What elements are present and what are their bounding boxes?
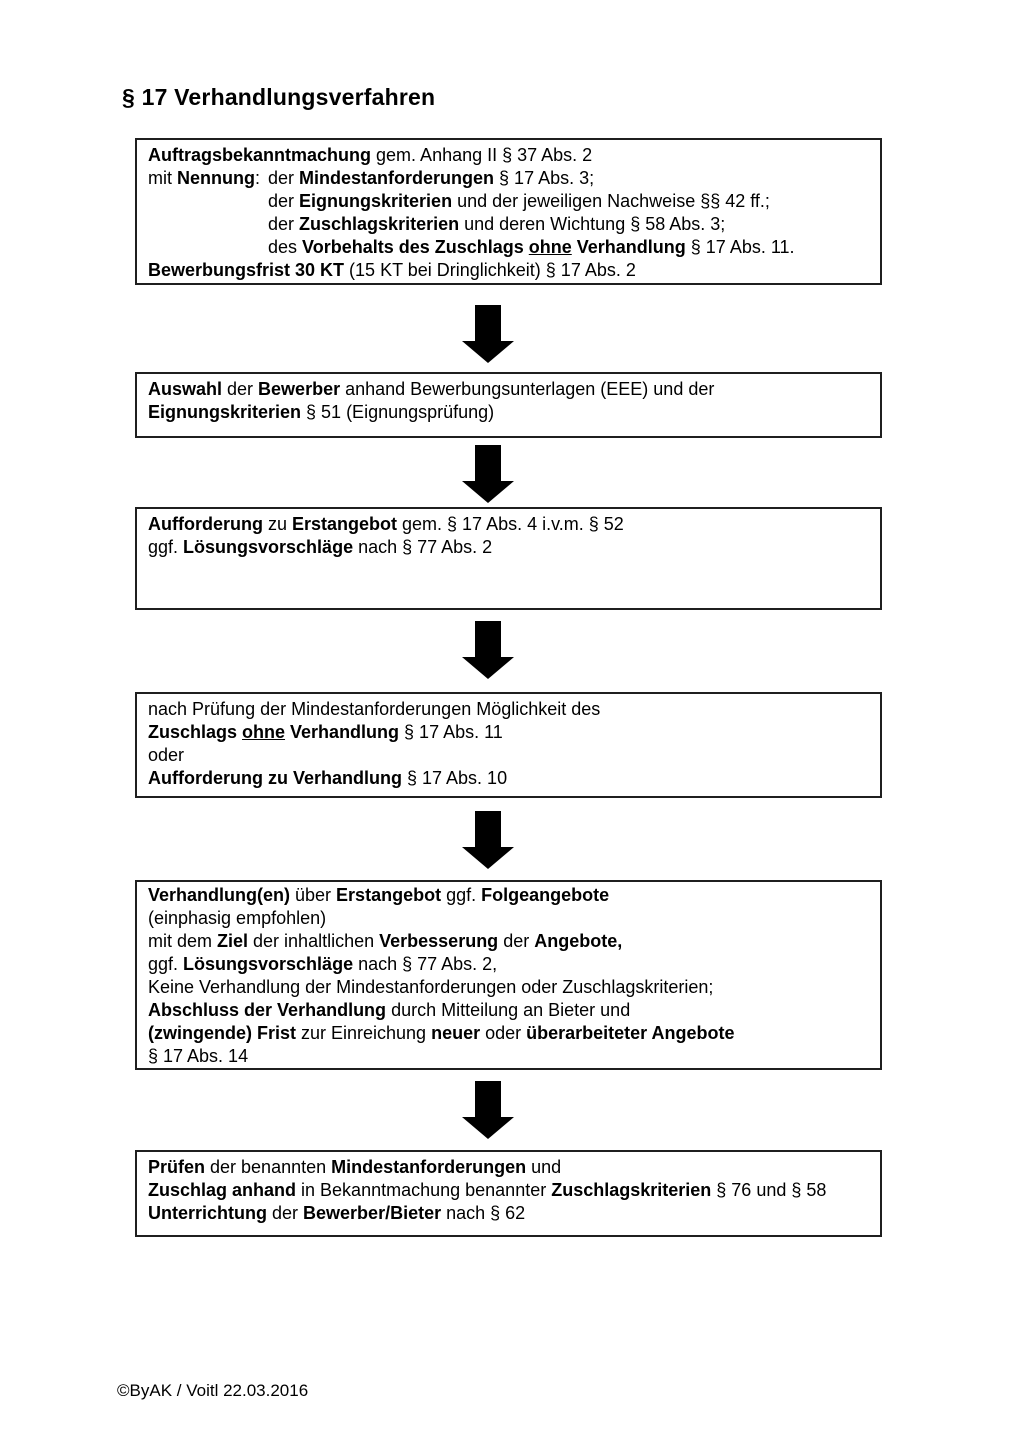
text-segment: ohne [528,237,572,257]
text-line [148,698,869,721]
text-segment: § 17 Abs. 3; [494,168,595,188]
text-segment: Eignungskriterien [148,402,302,422]
text-segment: § 76 und § 58 [711,1180,827,1200]
text-line [148,236,869,259]
text-segment: nach § 77 Abs. 2, [353,954,498,974]
text-line [148,721,869,744]
text-line [148,1156,869,1179]
text-segment: und [526,1157,562,1177]
text-segment: Zuschlagskriterien [551,1180,712,1200]
down-arrow-icon [462,1081,514,1139]
text-segment: zur Einreichung [296,1023,432,1043]
text-segment: Bewerber/Bieter [303,1203,442,1223]
text-line [148,1179,869,1202]
text-line [148,744,869,767]
text-line [148,167,869,190]
text-segment: Eignungskriterien [299,191,453,211]
text-segment: § 17 Abs. 11 [399,722,503,742]
text-segment: Abschluss der Verhandlung [148,1000,387,1020]
text-segment: Erstangebot [292,514,398,534]
arrow-shaft [475,811,501,847]
text-segment: Verhandlung [285,722,400,742]
text-segment: gem. § 17 Abs. 4 i.v.m. § 52 [397,514,624,534]
text-segment: gem. Anhang II § 37 Abs. 2 [371,145,593,165]
tabbed-text [268,167,594,190]
flow-box-text [137,694,880,794]
text-segment: anhand Bewerbungsunterlagen (EEE) und der [340,379,715,399]
flow-box-pruefen-zuschlag [135,1150,882,1237]
text-segment: Nennung [177,168,255,188]
text-line [148,213,869,236]
text-segment: der [267,1203,304,1223]
text-line [148,536,869,559]
copyright-footer: ©ByAK / Voitl 22.03.2016 [117,1381,309,1400]
text-line [148,1202,869,1225]
arrow-head [462,1117,514,1139]
text-segment: Bewerber [258,379,341,399]
text-line [148,767,869,790]
text-segment: Aufforderung [148,514,263,534]
arrow-head [462,481,514,503]
text-segment: Ziel [217,931,249,951]
text-segment: ohne [242,722,286,742]
text-segment: der [222,379,259,399]
text-segment: § 17 Abs. 10 [402,768,508,788]
text-line [148,930,869,953]
text-segment: Zuschlag anhand [148,1180,297,1200]
text-segment: Mindestanforderungen [331,1157,527,1177]
text-segment: Auftragsbekanntmachung [148,145,372,165]
text-segment: oder [148,745,185,765]
text-line [148,907,869,930]
text-segment: der [498,931,535,951]
down-arrow-icon [462,445,514,503]
text-segment: Keine Verhandlung der Mindestanforderungen oder Zuschlagskriterien; [148,977,714,997]
text-segment: Verhandlung(en) [148,885,291,905]
text-segment: § 51 (Eignungsprüfung) [301,402,495,422]
text-segment: in Bekanntmachung benannter [296,1180,552,1200]
arrow-shaft [475,305,501,341]
flow-box-verhandlungen [135,880,882,1070]
text-line [148,953,869,976]
text-segment: mit dem [148,931,218,951]
text-line [148,976,869,999]
flow-box-text [137,882,880,1072]
text-line [148,1022,869,1045]
text-segment: ggf. [441,885,482,905]
text-line [148,378,869,401]
text-segment: und der jeweiligen Nachweise §§ 42 ff.; [452,191,770,211]
text-line [148,884,869,907]
text-segment: Lösungsvorschläge [183,954,354,974]
text-segment: des [268,237,303,257]
text-segment: der [268,168,300,188]
text-segment: mit [148,168,177,188]
text-segment: Bewerbungsfrist 30 KT [148,260,345,280]
arrow-head [462,657,514,679]
text-segment: Lösungsvorschläge [183,537,354,557]
text-segment: über [290,885,337,905]
down-arrow-icon [462,305,514,363]
text-segment: Prüfen [148,1157,206,1177]
flow-box-text [137,140,880,286]
text-segment: nach § 77 Abs. 2 [353,537,493,557]
text-segment: (15 KT bei Dringlichkeit) § 17 Abs. 2 [344,260,636,280]
text-segment: § 17 Abs. 11. [685,237,795,257]
down-arrow-icon [462,811,514,869]
text-segment: Aufforderung zu Verhandlung [148,768,402,788]
arrow-shaft [475,621,501,657]
text-segment: Folgeangebote [481,885,610,905]
text-segment: Angebote, [534,931,623,951]
flow-box-auftragsbekanntmachung [135,138,882,285]
text-segment: Erstangebot [336,885,442,905]
flow-box-text [137,1152,880,1229]
text-segment: nach Prüfung der Mindestanforderungen Möglichkeit des [148,699,601,719]
text-segment: Vorbehalts des Zuschlags [302,237,529,257]
text-segment: Unterrichtung [148,1203,267,1223]
text-line [148,513,869,536]
text-segment: zu [262,514,292,534]
text-segment: ggf. [148,537,184,557]
text-segment: Verhandlung [571,237,686,257]
text-segment: der inhaltlichen [248,931,380,951]
text-line [148,999,869,1022]
flow-box-text [137,509,880,563]
flow-box-auswahl-der-bewerber [135,372,882,438]
text-segment: der [268,214,300,234]
text-segment: Zuschlagskriterien [299,214,460,234]
text-segment: und deren Wichtung § 58 Abs. 3; [459,214,726,234]
text-line [148,401,869,424]
text-segment: durch Mitteilung an Bieter und [386,1000,631,1020]
page-title: § 17 Verhandlungsverfahren [122,84,436,110]
text-segment: nach § 62 [441,1203,526,1223]
text-segment: neuer [431,1023,481,1043]
arrow-shaft [475,1081,501,1117]
text-segment: (einphasig empfohlen) [148,908,327,928]
flow-box-aufforderung-erstangebot [135,507,882,610]
text-line [148,144,869,167]
text-line [148,190,869,213]
arrow-head [462,341,514,363]
text-segment: § 17 Abs. 14 [148,1046,249,1066]
text-line [148,259,869,282]
text-segment: ggf. [148,954,184,974]
text-segment: Verbesserung [379,931,499,951]
flow-box-pruefung-mindestanforderungen [135,692,882,798]
text-segment: der benannten [205,1157,332,1177]
text-segment: (zwingende) Frist [148,1023,296,1043]
text-segment: oder [480,1023,527,1043]
text-segment: Zuschlags [148,722,243,742]
text-segment: Auswahl [148,379,223,399]
text-segment: : [255,168,261,188]
arrow-shaft [475,445,501,481]
down-arrow-icon [462,621,514,679]
text-line [148,1045,869,1068]
flow-box-text [137,374,880,428]
text-segment: Mindestanforderungen [299,168,495,188]
text-segment: überarbeiteter Angebote [526,1023,735,1043]
arrow-head [462,847,514,869]
text-segment: der [268,191,300,211]
